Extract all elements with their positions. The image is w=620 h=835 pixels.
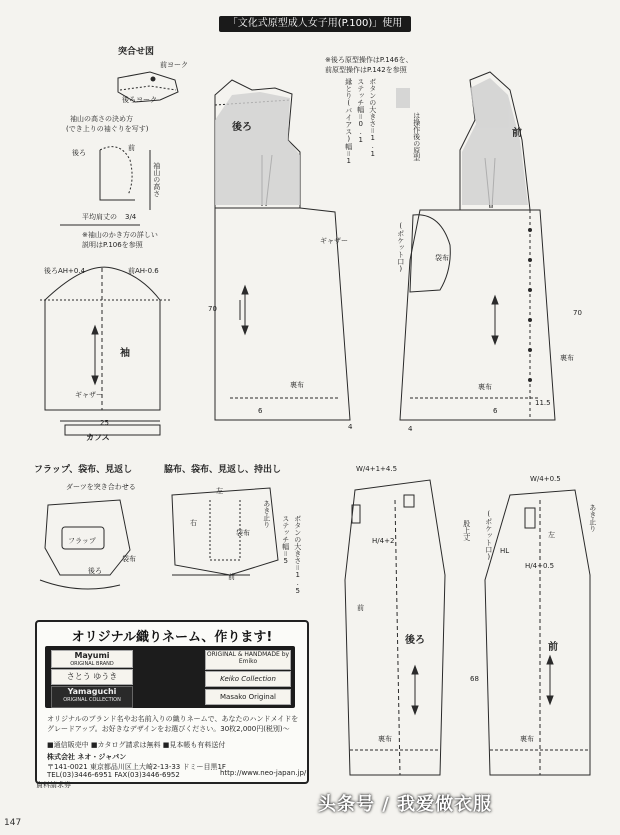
flap-back-label: 後ろ [88, 567, 102, 575]
side-right-label: 右 [190, 519, 197, 527]
cuffs-width: 25 [100, 419, 109, 427]
back-gather-label: ギャザー [320, 237, 348, 245]
page-header-title: 「文化式原型成人女子用(P.100)」使用 [219, 16, 411, 32]
sleeve-label: 袖 [120, 348, 130, 359]
flap-section-heading: フラップ、袋布、見返し [34, 465, 133, 475]
side-open-label: あき止り [262, 500, 271, 528]
ad-order-1: ■通信販売中 [47, 741, 89, 749]
side-left-label: 左 [216, 487, 223, 495]
label-samples-panel [45, 646, 295, 708]
sleeve-height-method: 袖山の高さの決め方 [70, 115, 133, 123]
back-yoke-label: 後ろヨーク [122, 96, 157, 104]
front-pocket-label: 袋布 [435, 254, 449, 262]
side-pocket-label: 袋布 [236, 529, 250, 537]
front-mini-label: 前 [128, 144, 135, 152]
w-back-label: W/4+1+4.5 [356, 465, 398, 473]
front-ah-label: 前AH-0.6 [128, 267, 159, 275]
front-pants-open: あき止り [588, 504, 597, 532]
sleeve-height-method-sub: (でき上りの袖ぐりを写す) [66, 125, 149, 133]
ad-company: 株式会社 ネオ・ジャパン [47, 753, 127, 761]
side-section-heading: 脇布、袋布、見返し、持出し [164, 465, 282, 475]
stitch-width-note: ステッチ幅＝0.1 [356, 78, 365, 144]
label-sample-yamaguchi-sub: ORIGINAL COLLECTION [63, 696, 121, 703]
label-sample-yamaguchi-text: Yamaguchi [67, 687, 117, 696]
back-mini-label: 後ろ [72, 149, 86, 157]
back-pants-front-mark: 前 [357, 604, 364, 612]
front-lining-label: 裏布 [478, 383, 492, 391]
ad-stamp: 資料請求券 [36, 781, 71, 789]
front-hem-4: 4 [408, 425, 413, 433]
label-sample-yamaguchi [51, 686, 133, 708]
ad-url: http://www.neo-japan.jp/ [220, 769, 307, 777]
back-pants-lining: 裏布 [378, 735, 392, 743]
label-sample-sato: さとう ゆうき [51, 669, 133, 685]
front-yoke-label: 前ヨーク [160, 61, 188, 69]
side-stitch-width: ステッチ幅＝5 [281, 515, 290, 565]
ad-order-3: ■見本帳も有料送付 [162, 741, 226, 749]
ad-title: オリジナル織りネーム、作ります! [71, 630, 273, 645]
label-sample-masako: Masako Original [205, 689, 291, 705]
back-pants-label: 後ろ [405, 635, 425, 646]
woven-label-ad [35, 620, 309, 784]
page-number: 147 [4, 818, 22, 828]
h-front-label: H/4+0.5 [525, 562, 555, 570]
label-sample-keiko: Keiko Collection [205, 671, 291, 687]
front-pants [485, 490, 590, 775]
flap-label: フラップ [68, 537, 96, 545]
piping-note: 縁とり(バイアス)幅＝1 [344, 78, 353, 165]
label-sample-mayumi-text: Mayumi [74, 651, 110, 660]
watermark-text: 头条号 / 我爱做衣服 [318, 794, 493, 815]
back-bodice-label: 後ろ [232, 122, 252, 133]
sleeve-note-2: 説明はP.106を参照 [82, 241, 143, 249]
front-bodice-label: 前 [512, 128, 522, 139]
front-pants-pocket: (ポケット口) [484, 510, 493, 561]
h-back-label: H/4+2 [372, 537, 395, 545]
sleeve-height-label: 袖山の高さ [152, 162, 161, 197]
sleeve-note-1: ※袖山のかき方の詳しい [82, 231, 158, 239]
front-dim-11-5: 11.5 [535, 399, 551, 407]
back-pants-68: 68 [470, 675, 479, 683]
back-length-70: 70 [208, 305, 217, 313]
front-pants-lining: 裏布 [520, 735, 534, 743]
label-sample-mayumi [51, 650, 133, 668]
back-notes-1: ※後ろ原型操作はP.146を、 [325, 56, 413, 64]
sleeve-gather-label: ギャザー [75, 391, 103, 399]
ad-body-1: オリジナルのブランド名やお名前入りの織りネームで、あなたのハンドメイドを [47, 715, 299, 723]
side-button-size: ボタンの大きさ＝1.5 [293, 515, 302, 595]
front-length-70: 70 [573, 309, 582, 317]
label-sample-emiko: ORIGINAL & HANDMADE by Emiko [205, 650, 291, 670]
pocket-opening-label: (ポケット口) [396, 222, 405, 273]
dart-note: ダーツを突き合わせる [66, 483, 136, 491]
front-pants-left: 左 [548, 531, 555, 539]
cuffs-label: カフス [86, 433, 110, 442]
ad-tel: TEL(03)3446-6951 FAX(03)3446-6952 [47, 771, 180, 779]
front-hem-6: 6 [493, 407, 498, 415]
front-pants-label: 前 [548, 642, 558, 653]
back-lining-label: 裏布 [290, 381, 304, 389]
back-hem-4: 4 [348, 423, 353, 431]
ad-address: 〒141-0021 東京都品川区上大崎2-13-33 ドミー目黒1F [47, 763, 226, 771]
combination-heading: 突合せ図 [118, 47, 155, 57]
label-sample-mayumi-sub: ORIGINAL BRAND [70, 660, 114, 667]
ad-order-2: ■カタログ請求は無料 [90, 741, 161, 749]
back-hem-6: 6 [258, 407, 263, 415]
side-front-label: 前 [228, 573, 235, 581]
ad-order-info [47, 740, 225, 750]
ad-body-2: グレードアップ。お好きなデザインをお選びください。30枚2,000円(税別)〜 [47, 725, 290, 733]
w-front-label: W/4+0.5 [530, 475, 561, 483]
hl-label: HL [500, 547, 510, 555]
flap-pocket-label: 袋布 [122, 555, 136, 563]
back-notes-2: 前原型操作はP.142を参照 [325, 66, 407, 74]
back-ah-label: 後ろAH+0.4 [44, 267, 86, 275]
front-lining-side: 裏布 [560, 354, 574, 362]
button-size-note: ボタンの大きさ＝1.1 [368, 78, 377, 158]
gray-pattern-note: は操作後の原型 [412, 112, 421, 161]
average-shoulder-label: 平均肩丈の [82, 213, 117, 221]
crotch-label: 股上丈 [462, 520, 471, 541]
fraction-label: 3/4 [125, 213, 137, 221]
